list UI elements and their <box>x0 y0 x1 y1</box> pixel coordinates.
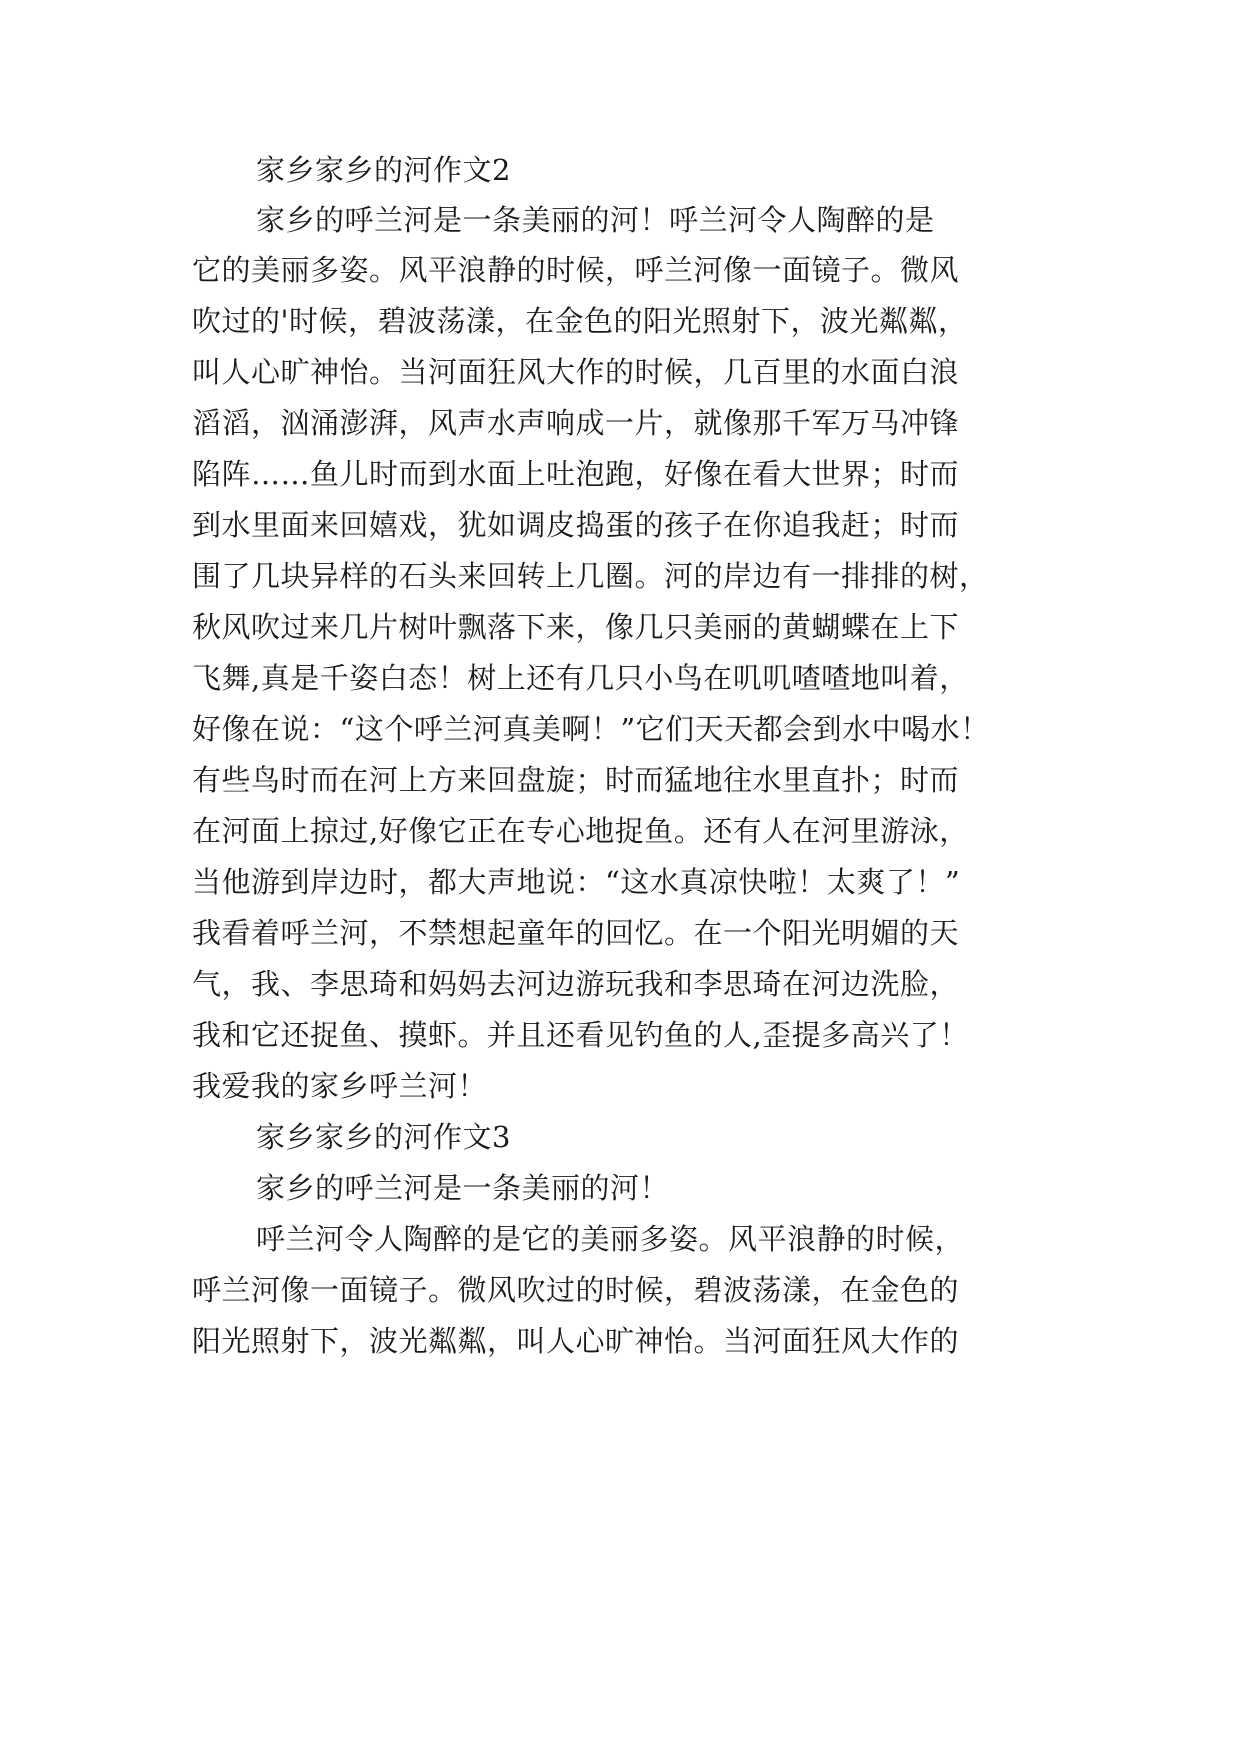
paragraph-line: 滔滔，汹涌澎湃，风声水声响成一片，就像那千军万马冲锋 <box>192 406 960 440</box>
paragraph-line: 呼兰河令人陶醉的是它的美丽多姿。风平浪静的时候， <box>256 1222 965 1256</box>
paragraph-line: 飞舞,真是千姿白态！树上还有几只小鸟在叽叽喳喳地叫着， <box>192 661 969 695</box>
paragraph-line: 我爱我的家乡呼兰河！ <box>192 1069 488 1103</box>
paragraph-line: 我和它还捉鱼、摸虾。并且还看见钓鱼的人,歪提多高兴了！ <box>192 1018 969 1052</box>
paragraph-line: 气，我、李思琦和妈妈去河边游玩我和李思琦在河边洗脸， <box>192 967 960 1001</box>
paragraph-line: 在河面上掠过,好像它正在专心地捉鱼。还有人在河里游泳， <box>192 814 969 848</box>
paragraph-line: 叫人心旷神怡。当河面狂风大作的时候，几百里的水面白浪 <box>192 355 960 389</box>
paragraph-line: 家乡的呼兰河是一条美丽的河！呼兰河令人陶醉的是 <box>256 203 935 237</box>
paragraph-line: 当他游到岸边时，都大声地说：“这水真凉快啦！太爽了！” <box>192 865 961 899</box>
paragraph-line: 呼兰河像一面镜子。微风吹过的时候，碧波荡漾，在金色的 <box>192 1273 960 1307</box>
paragraph-line: 吹过的'时候，碧波荡漾，在金色的阳光照射下，波光粼粼， <box>192 304 968 338</box>
paragraph-line: 围了几块异样的石头来回转上几圈。河的岸边有一排排的树， <box>192 559 989 593</box>
paragraph-line: 好像在说：“这个呼兰河真美啊！”它们天天都会到水中喝水！ <box>192 712 990 746</box>
paragraph-line: 有些鸟时而在河上方来回盘旋；时而猛地往水里直扑；时而 <box>192 763 960 797</box>
paragraph-line: 家乡的呼兰河是一条美丽的河！ <box>256 1171 670 1205</box>
paragraph-line: 到水里面来回嬉戏，犹如调皮捣蛋的孩子在你追我赶；时而 <box>192 508 960 542</box>
section-heading-2: 家乡家乡的河作文2 <box>256 153 511 187</box>
paragraph-line: 它的美丽多姿。风平浪静的时候，呼兰河像一面镜子。微风 <box>192 253 960 287</box>
paragraph-line: 阳光照射下，波光粼粼，叫人心旷神怡。当河面狂风大作的 <box>192 1324 960 1358</box>
section-heading-3: 家乡家乡的河作文3 <box>256 1120 511 1154</box>
paragraph-line: 我看着呼兰河，不禁想起童年的回忆。在一个阳光明媚的天 <box>192 916 960 950</box>
paragraph-line: 陷阵……鱼儿时而到水面上吐泡跑，好像在看大世界；时而 <box>192 457 960 491</box>
paragraph-line: 秋风吹过来几片树叶飘落下来，像几只美丽的黄蝴蝶在上下 <box>192 610 960 644</box>
